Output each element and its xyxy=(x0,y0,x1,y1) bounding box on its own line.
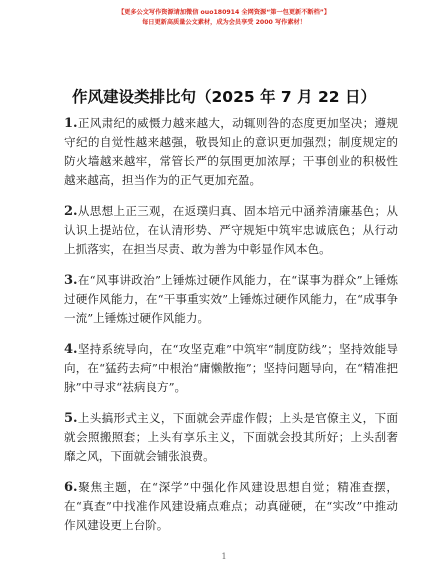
document-title: 作风建设类排比句（2025 年 7 月 22 日） xyxy=(72,88,376,106)
paragraph-text: 上头搞形式主义，下面就会弄虚作假；上头是官僚主义，下面就会照搬照套；上头有享乐主义，下面就会投其所好；上头刮奢靡之风，下面就会铺张浪费。 xyxy=(64,411,398,463)
paragraph-number: 1. xyxy=(64,116,78,131)
page-number: 1 xyxy=(221,552,227,561)
paragraph-number: 4. xyxy=(64,342,78,357)
paragraph-text: 坚持系统导向，在“攻坚克难”中筑牢“制度防线”；坚持效能导向，在“猛药去疴”中根治“庸懒散拖”；坚持问题导向，在“精准把脉”中寻求“祛病良方”。 xyxy=(64,342,398,394)
paragraph-number: 6. xyxy=(64,480,78,495)
promo-banner-line-2: 每日更新高质量公文素材，成为会员享受 2000 写作素材！ xyxy=(142,19,306,26)
paragraph-text: 聚焦主题，在“深学”中强化作风建设思想自觉；精准查摆，在“真查”中找准作风建设痛点难点；动真碰硬，在“实改”中推动作风建设更上台阶。 xyxy=(64,480,398,532)
promo-banner xyxy=(0,8,448,28)
paragraph-number: 5. xyxy=(64,411,78,426)
paragraph-3 xyxy=(64,271,398,328)
paragraph-1 xyxy=(64,114,398,190)
paragraph-5 xyxy=(64,409,398,466)
promo-banner-line-1: 【更多公文写作资源请加微信 ouo180914 全网资源“第一包更新不断档”】 xyxy=(117,9,331,16)
paragraph-text: 正风肃纪的威慑力越来越大，动辄则咎的态度更加坚决；遵规守纪的自觉性越来越强，敬畏知止的意识更加强烈；制度规定的防火墙越来越牢，常管长严的氛围更加浓厚；干事创业的积极性越来越高，担当作为的正气更加充盈。 xyxy=(64,116,398,187)
paragraph-number: 3. xyxy=(64,273,78,288)
paragraph-2 xyxy=(64,202,398,259)
paragraph-text: 在“风事讲政治”上锤炼过硬作风能力，在“谋事为群众”上锤炼过硬作风能力，在“干事重实效”上锤炼过硬作风能力，在“成事争一流”上锤炼过硬作风能力。 xyxy=(64,273,398,325)
paragraph-text: 从思想上正三观，在返璞归真、固本培元中涵养清廉基色；从认识上提站位，在认清形势、严守规矩中筑牢忠诚底色；从行动上抓落实，在担当尽责、敢为善为中彰显作风本色。 xyxy=(64,204,398,256)
paragraph-6 xyxy=(64,478,398,535)
paragraph-4 xyxy=(64,340,398,397)
document-body xyxy=(64,114,398,547)
paragraph-number: 2. xyxy=(64,204,78,219)
